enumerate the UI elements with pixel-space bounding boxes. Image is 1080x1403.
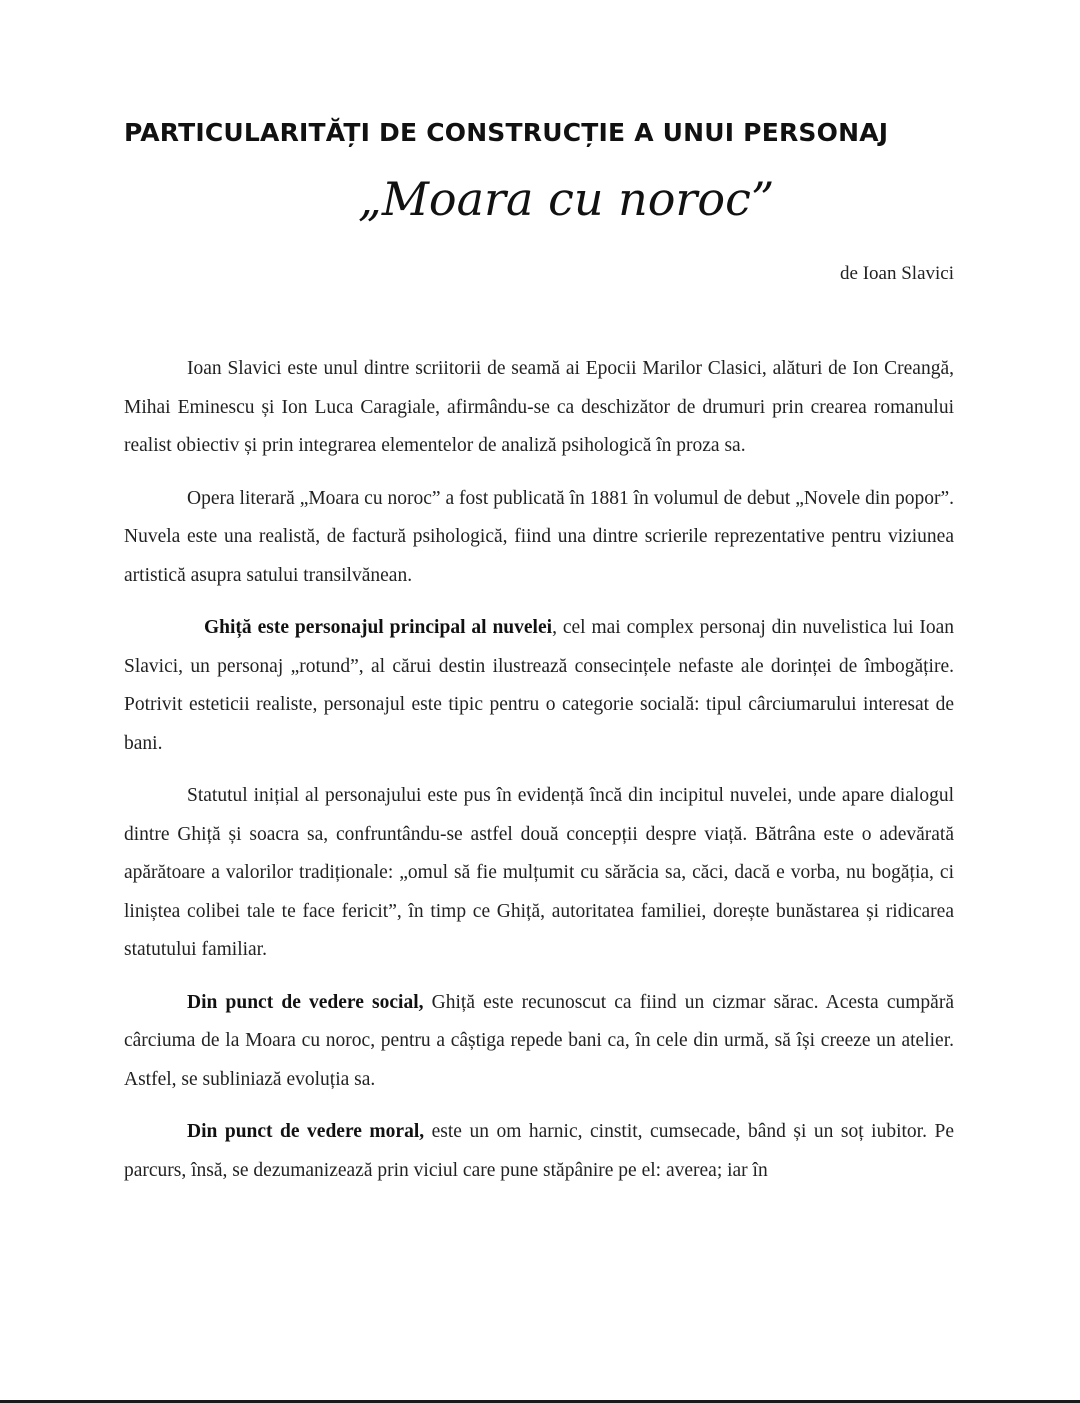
- paragraph-social: [124, 984, 954, 1100]
- paragraph-intro: [124, 350, 954, 466]
- author-line: de Ioan Slavici: [840, 263, 954, 284]
- paragraph-text: Ioan Slavici este unul dintre scriitorii de seamă ai Epocii Marilor Clasici, alături de Ion Creangă, Mihai Eminescu și Ion Luca Caragiale, afirmându-se ca deschizător de drumuri prin crearea romanului realist obiectiv și prin integrarea elementelor de analiză psihologică în proza sa.: [124, 358, 954, 456]
- document-heading: PARTICULARITĂȚI DE CONSTRUCȚIE A UNUI PERSONAJ: [124, 118, 889, 147]
- paragraph-text: , cel mai complex personaj din nuvelistica lui Ioan Slavici, un personaj „rotund”, al cărui destin ilustrează consecințele nefaste ale dorinței de îmbogățire. Potrivit esteticii realiste, personajul este tipic pentru o categorie socială: tipul cârciumarului interesat de bani.: [124, 617, 954, 754]
- paragraph-text: Statutul inițial al personajului este pus în evidență încă din incipitul nuvelei, unde apare dialogul dintre Ghiță și soacra sa, confruntându-se astfel două concepții despre viață. Bătrâna este o adevărată apărătoare a valorilor tradiționale: „omul să fie mulțumit cu sărăcia sa, căci, dacă e vorba, nu bogăția, ci liniștea colibei tale te face fericit”, în timp ce Ghiță, autoritatea familiei, dorește bunăstarea și ridicarea statutului familiar.: [124, 785, 954, 960]
- paragraph-bold-lead: Din punct de vedere moral,: [187, 1121, 425, 1142]
- work-title: „Moara cu noroc”: [358, 172, 775, 226]
- paragraph-text: Ghiță este recunoscut ca fiind un cizmar sărac. Acesta cumpără cârciuma de la Moara cu noroc, pentru a câștiga repede bani ca, în cele din urmă, să își creeze un atelier. Astfel, se subliniază evoluția sa.: [124, 991, 954, 1090]
- paragraph-bold-lead: Din punct de vedere social,: [187, 991, 424, 1013]
- paragraph-bold-lead: Ghiță este personajul principal al nuvelei: [204, 617, 553, 638]
- document-body: [124, 350, 954, 1204]
- paragraph-text: Opera literară „Moara cu noroc” a fost publicată în 1881 în volumul de debut „Novele din popor”. Nuvela este una realistă, de factură psihologică, fiind una dintre scrierile reprezentative pentru viziunea artistică asupra satului transilvănean.: [124, 487, 954, 586]
- paragraph-text: este un om harnic, cinstit, cumsecade, bând și un soț iubitor. Pe parcurs, însă, se dezumanizează prin viciul care pune stăpânire pe el: averea; iar în: [124, 1121, 954, 1181]
- paragraph-moral: [124, 1113, 954, 1190]
- paragraph-main-character: [124, 609, 954, 763]
- paragraph-publication: [124, 480, 954, 596]
- paragraph-initial-status: [124, 777, 954, 970]
